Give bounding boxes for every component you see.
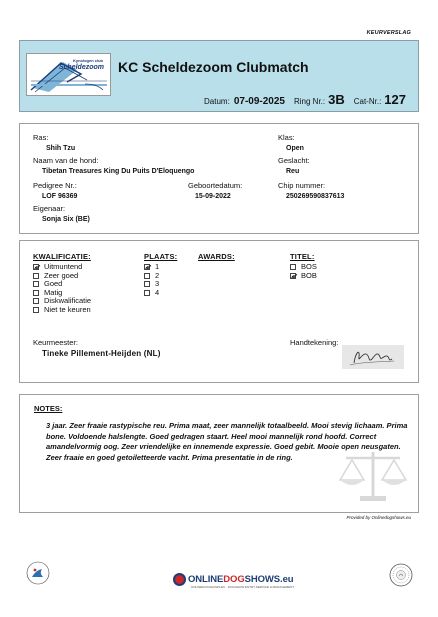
plaats-option-label: 4 (155, 287, 160, 297)
titel-option-label: BOS (301, 262, 317, 271)
notes-panel (19, 394, 419, 513)
signature-image (342, 345, 404, 369)
club-logo (26, 53, 111, 96)
titel-option-label: BOB (301, 270, 317, 280)
scales-watermark-icon (338, 446, 408, 504)
kwalificatie-header: KWALIFICATIE: (33, 252, 91, 261)
titel-header: TITEL: (290, 252, 315, 261)
checkbox-icon (33, 298, 39, 304)
show-title: KC Scheldezoom Clubmatch (118, 59, 309, 75)
geboortedatum-label: Geboortedatum: (188, 181, 243, 190)
notes-text: 3 jaar. Zeer fraaie rastypische reu. Prima maat, zeer mannelijk totaalbeeld. Mooi stevig lichaam. Prima bone. Voldoende halslengte. Goed gedragen staart. Heel mooi mannelijk rond hoofd. Correct amandelvormig oog. Zeer vriendelijke en innemende expressie. Goed gebit. Mooie open neusgaten. Zeer fraaie en goed getoiletteerde vacht. Prima presentatie in de ring. (46, 421, 408, 462)
ras-label: Ras: (33, 133, 49, 142)
datum-value: 07-09-2025 (233, 96, 285, 107)
checkbox-icon (33, 281, 39, 287)
awards-header: AWARDS: (198, 252, 235, 261)
handtekening-label: Handtekening: (290, 338, 339, 347)
cat-value: 127 (384, 92, 406, 107)
dog-info-panel (19, 123, 419, 234)
geboortedatum-value: 15-09-2022 (195, 193, 231, 200)
titel-option[interactable] (290, 263, 317, 271)
brand-subtitle: ONLINEDOGSHOWS.EU · DOGSHOW ENTRY SERVICE & MANAGEMENT (191, 585, 295, 589)
naam-label: Naam van de hond: (33, 156, 99, 165)
show-meta-row (20, 92, 406, 107)
plaats-option[interactable] (144, 263, 159, 271)
checkbox-icon (33, 290, 39, 296)
chip-label: Chip nummer: (278, 181, 326, 190)
kwalificatie-option-label: Niet te keuren (44, 304, 91, 314)
klas-value: Open (286, 145, 304, 152)
brand-online: ONLINE (188, 573, 224, 585)
checkbox-icon (290, 264, 296, 270)
titel-option[interactable] (290, 272, 317, 280)
kwalificatie-option-label: Diskwalificatie (44, 296, 92, 305)
plaats-header: PLAATS: (144, 252, 178, 261)
plaats-option-label: 3 (155, 279, 160, 288)
keurmeester-label: Keurmeester: (33, 338, 79, 347)
kwalificatie-option[interactable] (33, 306, 91, 314)
chip-value: 250269590837613 (286, 193, 345, 200)
notes-label: NOTES: (34, 404, 63, 413)
checkbox-icon (144, 290, 150, 296)
checkbox-icon (33, 264, 39, 270)
checkbox-icon (290, 273, 296, 279)
checkbox-icon (33, 273, 39, 279)
cat-label: Cat-Nr.: (353, 97, 382, 106)
checkbox-icon (144, 273, 150, 279)
fci-seal-icon (389, 563, 413, 587)
logo-circle-icon (173, 573, 186, 586)
logo-text-scheldezoom: Scheldezoom (58, 64, 104, 71)
kwalificatie-option-label: Matig (44, 287, 63, 297)
kwalificatie-option-label: Goed (44, 279, 63, 288)
plaats-option[interactable] (144, 280, 159, 288)
checkbox-icon (144, 281, 150, 287)
judging-panel (19, 240, 419, 383)
brand-shows: SHOWS.eu (244, 573, 294, 585)
club-seal-icon (26, 561, 50, 585)
kwalificatie-option-label: Uitmuntend (44, 262, 83, 271)
ring-value: 3B (328, 92, 345, 107)
show-header (19, 40, 419, 112)
pedigree-label: Pedigree Nr.: (33, 181, 77, 190)
checkbox-icon (33, 307, 39, 313)
pedigree-value: LOF 96369 (42, 193, 78, 200)
plaats-option-label: 2 (155, 270, 160, 280)
keurmeester-value: Tineke Pillement-Heijden (NL) (42, 349, 161, 358)
kwalificatie-option-label: Zeer goed (44, 270, 79, 280)
brand-dog: DOG (223, 573, 245, 585)
report-type-label: KEURVERSLAG (366, 30, 411, 36)
onlinedogshows-logo (173, 567, 293, 591)
naam-value: Tibetan Treasures King Du Puits D'Eloquengo (42, 168, 195, 175)
plaats-option[interactable] (144, 289, 159, 297)
ring-label: Ring Nr.: (293, 97, 326, 106)
ras-value: Shih Tzu (46, 145, 76, 152)
klas-label: Klas: (278, 133, 295, 142)
kwalificatie-option[interactable] (33, 297, 91, 305)
datum-label: Datum: (204, 97, 230, 106)
plaats-option-label: 1 (155, 262, 160, 271)
kwalificatie-option[interactable] (33, 280, 62, 288)
checkbox-icon (144, 264, 150, 270)
kwalificatie-option[interactable] (33, 263, 82, 271)
eigenaar-label: Eigenaar: (33, 204, 66, 213)
geslacht-label: Geslacht: (278, 156, 310, 165)
logo-text-kynologen: Kynologen club (73, 58, 103, 63)
provided-by-text: Provided by Onlinedogshows.eu (346, 515, 411, 520)
geslacht-value: Reu (286, 168, 300, 175)
eigenaar-value: Sonja Six (BE) (42, 216, 90, 223)
